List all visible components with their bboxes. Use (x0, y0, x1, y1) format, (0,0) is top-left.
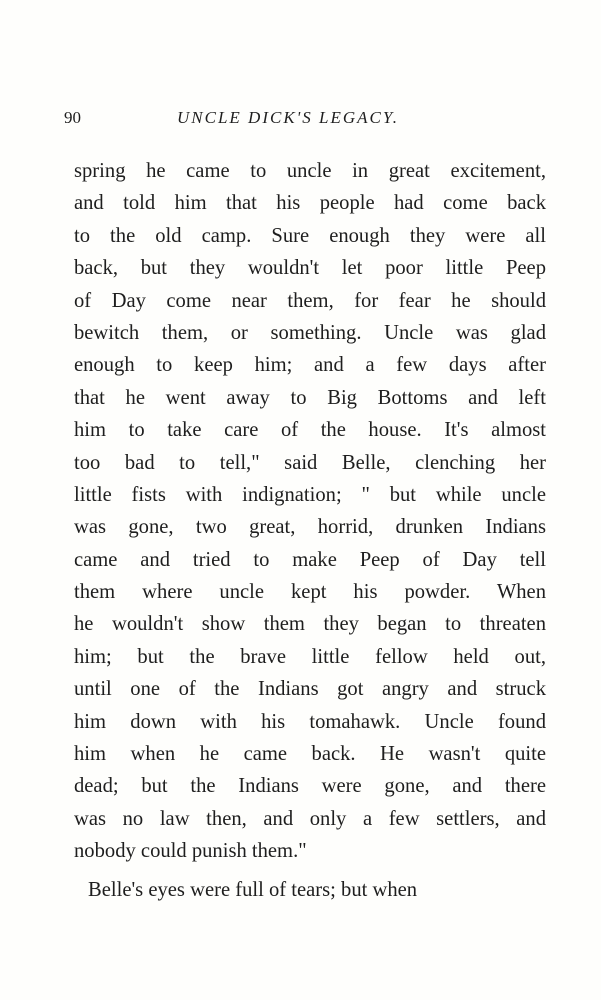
text-line: came and tried to make Peep of Day tell (74, 548, 546, 571)
page-number: 90 (64, 108, 81, 127)
text-line: that he went away to Big Bottoms and left (74, 386, 546, 409)
running-head: UNCLE DICK'S LEGACY. (177, 108, 400, 127)
paragraph (74, 155, 546, 868)
text-line: until one of the Indians got angry and struck (74, 678, 546, 701)
page-header (64, 108, 544, 134)
text-line: and told him that his people had come back (74, 192, 546, 215)
text-line: him; but the brave little fellow held out, (74, 645, 546, 668)
text-line: of Day come near them, for fear he should (74, 289, 546, 312)
paragraph (74, 874, 546, 906)
text-line: enough to keep him; and a few days after (74, 354, 546, 377)
text-line: him when he came back. He wasn't quite (74, 743, 546, 766)
text-line: to the old camp. Sure enough they were all (74, 224, 546, 247)
text-line: back, but they wouldn't let poor little Peep (74, 257, 546, 280)
text-line: Belle's eyes were full of tears; but when (88, 878, 418, 901)
text-line: him to take care of the house. It's almost (74, 419, 546, 442)
text-line: nobody could punish them." (74, 840, 307, 863)
text-line: he wouldn't show them they began to threaten (74, 613, 546, 636)
text-line: little fists with indignation; " but while uncle (74, 483, 546, 506)
text-line: was no law then, and only a few settlers, and (74, 807, 546, 830)
text-line: dead; but the Indians were gone, and there (74, 775, 546, 798)
text-line: bewitch them, or something. Uncle was glad (74, 321, 546, 344)
text-line: too bad to tell," said Belle, clenching her (74, 451, 546, 474)
text-line: was gone, two great, horrid, drunken Indians (74, 516, 546, 539)
text-line: him down with his tomahawk. Uncle found (74, 710, 546, 733)
text-line: them where uncle kept his powder. When (74, 581, 546, 604)
body-text (74, 155, 546, 906)
text-line: spring he came to uncle in great excitement, (74, 160, 546, 182)
